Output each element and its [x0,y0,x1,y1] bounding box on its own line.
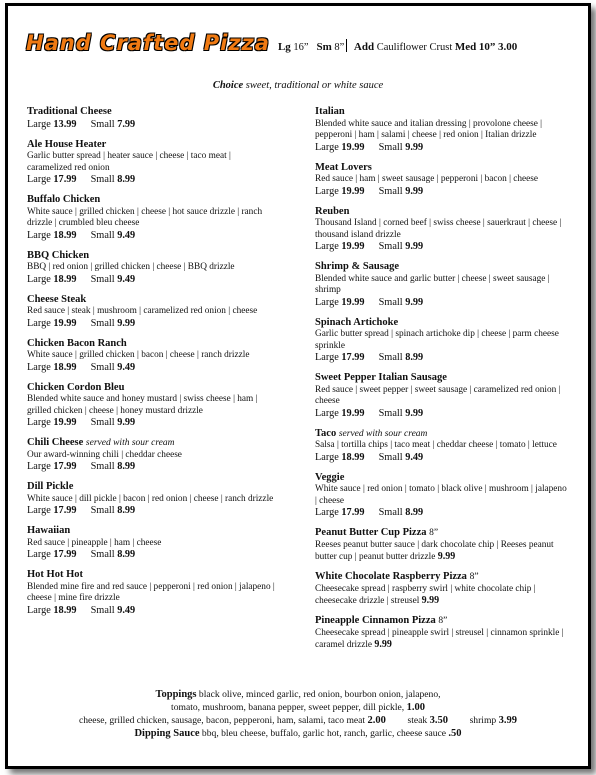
size-info [278,42,517,53]
item-description: Thousand Island | corned beef | swiss cheese | sauerkraut | cheese | thousand island drizzle [315,218,562,240]
small-label: Small [90,229,115,241]
large-price: 19.99 [341,141,365,153]
item-name-line [315,162,570,175]
dessert-item [315,527,570,564]
item-prices [27,318,277,331]
dessert-desc-text: Reeses peanut butter sauce | dark chocolate chip | Reeses peanut butter cup | peanut butter drizzle [315,539,554,562]
small-price: 8.99 [405,352,424,363]
large-label: Large [27,549,51,560]
dessert-name-line [315,571,570,584]
small-price: 9.49 [117,273,136,285]
item-description: Garlic butter spread | heater sauce | cheese | taco meat | caramelized red onion [27,151,231,173]
small-price: 9.99 [117,417,136,428]
item-prices [27,505,277,518]
item-description: Red sauce | steak | mushroom | caramelized red onion | cheese [27,306,258,316]
small-price: 9.99 [405,185,424,197]
small-price: 8.99 [117,505,136,516]
large-size-label: Lg [277,41,291,53]
add-size-label: Med [454,41,477,53]
item-prices [315,186,570,199]
toppings-price-2: 2.00 [367,715,386,726]
item-prices [315,352,570,365]
dessert-desc-text: Cheesecake spread | pineapple swirl | streusel | cinnamon sprinkle | caramel drizzle [315,627,564,650]
menu-item [315,206,570,254]
dessert-name: White Chocolate Raspberry Pizza [315,571,467,582]
item-name-line [27,106,277,119]
menu-item [27,569,277,617]
item-name: Hawaiian [27,525,71,536]
item-name: BBQ Chicken [27,249,90,261]
large-price: 17.99 [341,352,365,363]
dessert-item [315,615,570,652]
small-label: Small [90,174,115,185]
item-name-line [315,261,570,274]
menu-item [315,162,570,199]
menu-item [315,261,570,309]
item-name: Sweet Pepper Italian Sausage [315,372,447,383]
dessert-size: 8” [429,528,439,538]
item-description: Our award-winning chili | cheddar cheese [27,449,182,460]
dipping-sauce-text: bbq, bleu cheese, buffalo, garlic hot, ranch, garlic, cheese sauce [201,728,447,739]
toppings-line-1: black olive, minced garlic, red onion, bourbon onion, jalapeno, [198,689,441,700]
dessert-price: 9.99 [421,595,440,606]
large-price: 17.99 [53,461,77,472]
item-prices [315,142,570,155]
item-name: Taco [315,427,337,439]
item-description: White sauce | dill pickle | bacon | red onion | cheese | ranch drizzle [27,493,274,504]
item-prices [27,274,277,287]
item-name-line [27,194,277,207]
dessert-desc-text: Cheesecake spread | raspberry swirl | white chocolate chip | cheesecake drizzle | streusel [315,583,536,606]
item-prices [27,417,277,430]
small-label: Small [90,417,115,428]
small-label: Small [378,296,403,308]
item-description: Blended white sauce and italian dressing | provolone cheese | pepperoni | ham | salami | cheese | red onion | Italian drizzle [315,118,543,140]
item-prices [27,119,277,132]
large-price: 19.99 [53,417,77,428]
item-description: Garlic butter spread | spinach artichoke dip | cheese | parm cheese sprinkle [315,329,559,351]
small-label: Small [378,352,403,363]
left-column [27,106,277,625]
large-label: Large [27,361,51,373]
small-price: 8.99 [117,461,136,472]
large-price: 19.99 [341,185,365,197]
item-name-line [315,317,570,330]
large-price: 19.99 [341,407,365,419]
large-label: Large [315,407,339,419]
item-name: Spinach Artichoke [315,316,399,328]
menu-item [27,106,277,131]
small-price: 9.49 [117,604,136,616]
large-price: 18.99 [53,604,77,616]
small-label: Small [90,361,115,373]
steak-price: 3.50 [429,715,448,726]
item-prices [315,297,570,310]
small-label: Small [378,141,403,153]
small-label: Small [90,317,115,329]
item-name: Meat Lovers [315,161,372,173]
menu-item [315,472,570,520]
large-price: 17.99 [53,549,77,560]
large-label: Large [27,317,51,329]
item-name-line [27,481,277,494]
small-label: Small [90,461,115,472]
large-size-value: 16” [293,42,309,53]
small-price: 9.99 [405,407,424,419]
large-price: 19.99 [341,241,365,252]
right-column [315,106,570,659]
toppings-label: Toppings [155,689,197,700]
large-label: Large [27,604,51,616]
item-name: Hot Hot Hot [27,569,83,580]
menu-item [27,194,277,242]
item-name: Cheese Steak [27,293,87,305]
large-price: 19.99 [341,296,365,308]
item-prices [315,241,570,254]
item-description: Red sauce | ham | sweet sausage | pepperoni | bacon | cheese [315,174,539,184]
small-price: 9.49 [117,361,136,373]
small-price: 9.49 [405,451,424,463]
item-name-line [315,472,570,485]
dessert-description [315,628,570,652]
item-name-line [315,206,570,219]
item-name-line [27,382,277,395]
small-price: 9.99 [405,296,424,308]
item-name-line [27,569,277,582]
add-label: Add [353,41,375,53]
shrimp-price: 3.99 [498,715,517,726]
large-label: Large [27,229,51,241]
small-price: 9.49 [117,229,136,241]
menu-item [315,317,570,365]
small-price: 9.99 [117,317,136,329]
add-text: Cauliflower Crust [376,42,453,53]
small-label: Small [378,185,403,197]
shrimp-label: shrimp [469,715,497,726]
toppings-line-2: tomato, mushroom, banana pepper, sweet pepper, dill pickle, [171,702,405,713]
large-price: 19.99 [53,317,77,329]
small-label: Small [90,118,115,130]
large-price: 18.99 [53,229,77,241]
item-name-line [315,372,570,385]
dessert-price: 9.99 [437,551,456,562]
item-description: Red sauce | sweet pepper | sweet sausage | caramelized red onion | cheese [315,384,561,406]
item-name-line [27,525,277,538]
menu-item [315,372,570,420]
menu-footer [0,688,596,740]
sauce-choice [0,80,596,91]
small-label: Small [90,505,115,516]
small-label: Small [90,549,115,560]
large-label: Large [27,273,51,285]
dessert-price: 9.99 [374,639,392,650]
item-name: Ale House Heater [27,138,107,150]
large-price: 13.99 [53,118,77,130]
large-label: Large [27,505,51,516]
item-prices [27,605,277,618]
large-price: 17.99 [53,174,77,185]
item-note: served with sour cream [338,428,428,439]
small-price: 8.99 [405,507,424,518]
large-label: Large [315,451,339,463]
item-name-line [27,338,277,351]
item-name-line [315,106,570,119]
small-price: 8.99 [117,549,136,560]
item-prices [315,507,570,520]
menu-item [27,481,277,518]
small-size-label: Sm [316,41,332,53]
small-price: 9.99 [405,141,424,153]
small-label: Small [378,451,403,463]
small-price: 8.99 [117,174,136,185]
menu-item [27,382,277,430]
item-name-line [27,139,277,152]
item-name-line [27,437,277,450]
item-description: Salsa | tortilla chips | taco meat | cheddar cheese | tomato | lettuce [315,440,557,450]
large-label: Large [27,461,51,472]
item-name: Italian [315,106,345,117]
item-name: Buffalo Chicken [27,194,101,205]
dipping-sauce-price: .50 [448,728,462,739]
item-name: Veggie [315,471,345,483]
dessert-name-line [315,527,570,540]
dessert-name-line [315,615,570,628]
item-name-line [27,250,277,263]
item-description: White sauce | grilled chicken | cheese | hot sauce drizzle | ranch drizzle | crumbled bleu cheese [27,206,263,228]
item-prices [27,549,277,562]
menu-item [27,250,277,287]
small-price: 9.99 [405,241,424,252]
item-prices [27,362,277,375]
large-price: 17.99 [53,505,77,516]
menu-item [315,106,570,154]
small-label: Small [90,604,115,616]
large-label: Large [315,352,339,363]
item-description: Blended mine fire and red sauce | pepperoni | red onion | jalapeno | cheese | mine fire drizzle [27,581,275,603]
item-name: Shrimp & Sausage [315,261,400,272]
dessert-name: Pineapple Cinnamon Pizza [315,615,436,626]
large-label: Large [315,185,339,197]
steak-label: steak [407,715,428,726]
item-note: served with sour cream [85,438,175,448]
item-description: BBQ | red onion | grilled chicken | cheese | BBQ drizzle [27,262,235,272]
item-prices [27,230,277,243]
dessert-size: 8” [469,572,479,582]
dessert-item [315,571,570,608]
dessert-description [315,584,570,608]
item-name-line [27,294,277,307]
item-name: Traditional Cheese [27,106,112,117]
divider [346,39,347,52]
dipping-sauce-label: Dipping Sauce [134,728,200,739]
menu-item [27,139,277,187]
menu-item [315,428,570,465]
item-prices [315,408,570,421]
item-name: Chicken Cordon Bleu [27,381,125,393]
large-label: Large [315,507,339,518]
item-name: Reuben [315,205,350,217]
item-prices [27,461,277,474]
item-name: Dill Pickle [27,481,74,492]
menu-header [26,31,517,55]
small-price: 7.99 [117,118,136,130]
large-price: 18.99 [53,361,77,373]
item-name: Chili Cheese [27,437,84,448]
large-label: Large [315,296,339,308]
large-price: 18.99 [53,273,77,285]
large-price: 18.99 [341,451,365,463]
item-prices [315,452,570,465]
item-name: Chicken Bacon Ranch [27,337,127,349]
choice-text: sweet, traditional or white sauce [245,80,384,91]
large-label: Large [27,174,51,185]
menu-item [27,437,277,474]
page-title: Hand Crafted Pizza [26,31,270,55]
menu-item [27,525,277,562]
small-label: Small [378,407,403,419]
small-size-value: 8” [334,42,345,53]
item-description: Blended white sauce and garlic butter | cheese | sweet sausage | shrimp [315,273,550,295]
item-description: White sauce | red onion | tomato | black olive | mushroom | jalapeno | cheese [315,484,567,506]
large-label: Large [315,241,339,252]
item-prices [27,174,277,187]
large-price: 17.99 [341,507,365,518]
item-description: Red sauce | pineapple | ham | cheese [27,537,162,548]
menu-item [27,338,277,375]
item-name-line [315,428,570,441]
small-label: Small [90,273,115,285]
dessert-name: Peanut Butter Cup Pizza [315,527,427,538]
toppings-price-1: 1.00 [406,702,425,713]
small-label: Small [378,507,403,518]
menu-item [27,294,277,331]
dessert-size: 8” [438,616,448,626]
item-description: White sauce | grilled chicken | bacon | cheese | ranch drizzle [27,350,250,360]
large-label: Large [27,118,51,130]
large-label: Large [315,141,339,153]
choice-label: Choice [212,80,244,91]
item-description: Blended white sauce and honey mustard | swiss cheese | ham | grilled chicken | cheese | honey mustard drizzle [27,394,258,416]
add-price: 3.00 [498,41,518,53]
dessert-description [315,540,570,564]
add-size-value: 10” [478,41,496,53]
large-label: Large [27,417,51,428]
toppings-line-3: cheese, grilled chicken, sausage, bacon, pepperoni, ham, salami, taco meat [78,715,366,726]
small-label: Small [378,241,403,252]
